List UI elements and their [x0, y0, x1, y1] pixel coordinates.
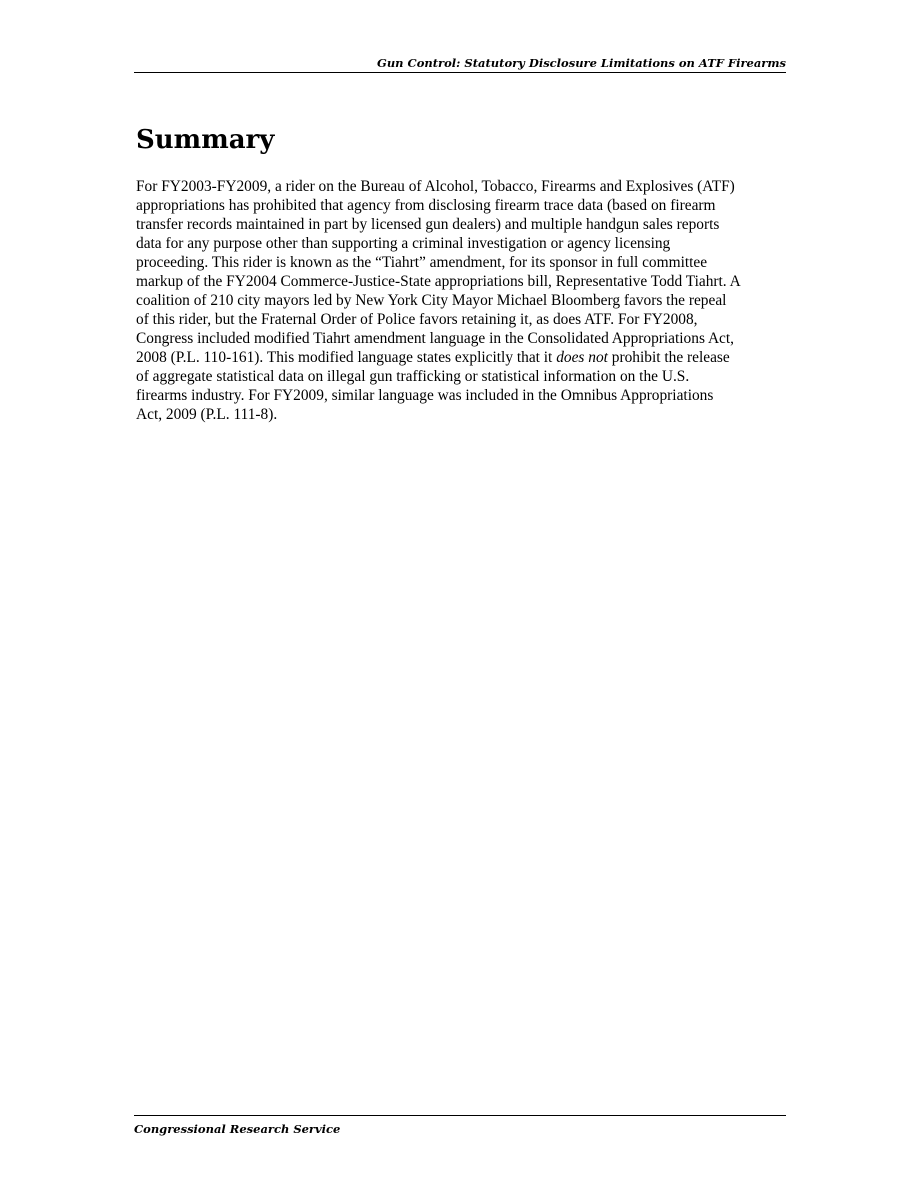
summary-line-with-emphasis — [136, 348, 796, 367]
summary-line: For FY2003-FY2009, a rider on the Bureau of Alcohol, Tobacco, Firearms and Explosives (ATF) — [136, 178, 735, 195]
summary-paragraph — [136, 177, 796, 424]
summary-line: appropriations has prohibited that agency from disclosing firearm trace data (based on firearm — [136, 197, 716, 214]
summary-line: transfer records maintained in part by licensed gun dealers) and multiple handgun sales reports — [136, 216, 720, 233]
page-footer: Congressional Research Service — [134, 1115, 786, 1137]
summary-text-segment: 2008 (P.L. 110-161). This modified language states explicitly that it — [136, 349, 557, 366]
summary-line: of aggregate statistical data on illegal gun trafficking or statistical information on the U.S. — [136, 368, 690, 385]
summary-line: proceeding. This rider is known as the “Tiahrt” amendment, for its sponsor in full committee — [136, 254, 708, 271]
summary-line: firearms industry. For FY2009, similar language was included in the Omnibus Appropriations — [136, 387, 714, 404]
summary-line: data for any purpose other than supporting a criminal investigation or agency licensing — [136, 235, 671, 252]
summary-line: Congress included modified Tiahrt amendment language in the Consolidated Appropriations Act, — [136, 330, 735, 347]
running-header: Gun Control: Statutory Disclosure Limitations on ATF Firearms — [134, 56, 786, 73]
summary-line: Act, 2009 (P.L. 111-8). — [136, 406, 278, 423]
summary-heading: Summary — [136, 125, 275, 155]
summary-line: of this rider, but the Fraternal Order of Police favors retaining it, as does ATF. For FY2008, — [136, 311, 698, 328]
summary-line: coalition of 210 city mayors led by New York City Mayor Michael Bloomberg favors the repeal — [136, 292, 727, 309]
summary-line: markup of the FY2004 Commerce-Justice-State appropriations bill, Representative Todd Tiahrt. A — [136, 273, 741, 290]
emphasis-text: does not — [556, 349, 608, 366]
summary-text-segment: prohibit the release — [607, 349, 730, 366]
